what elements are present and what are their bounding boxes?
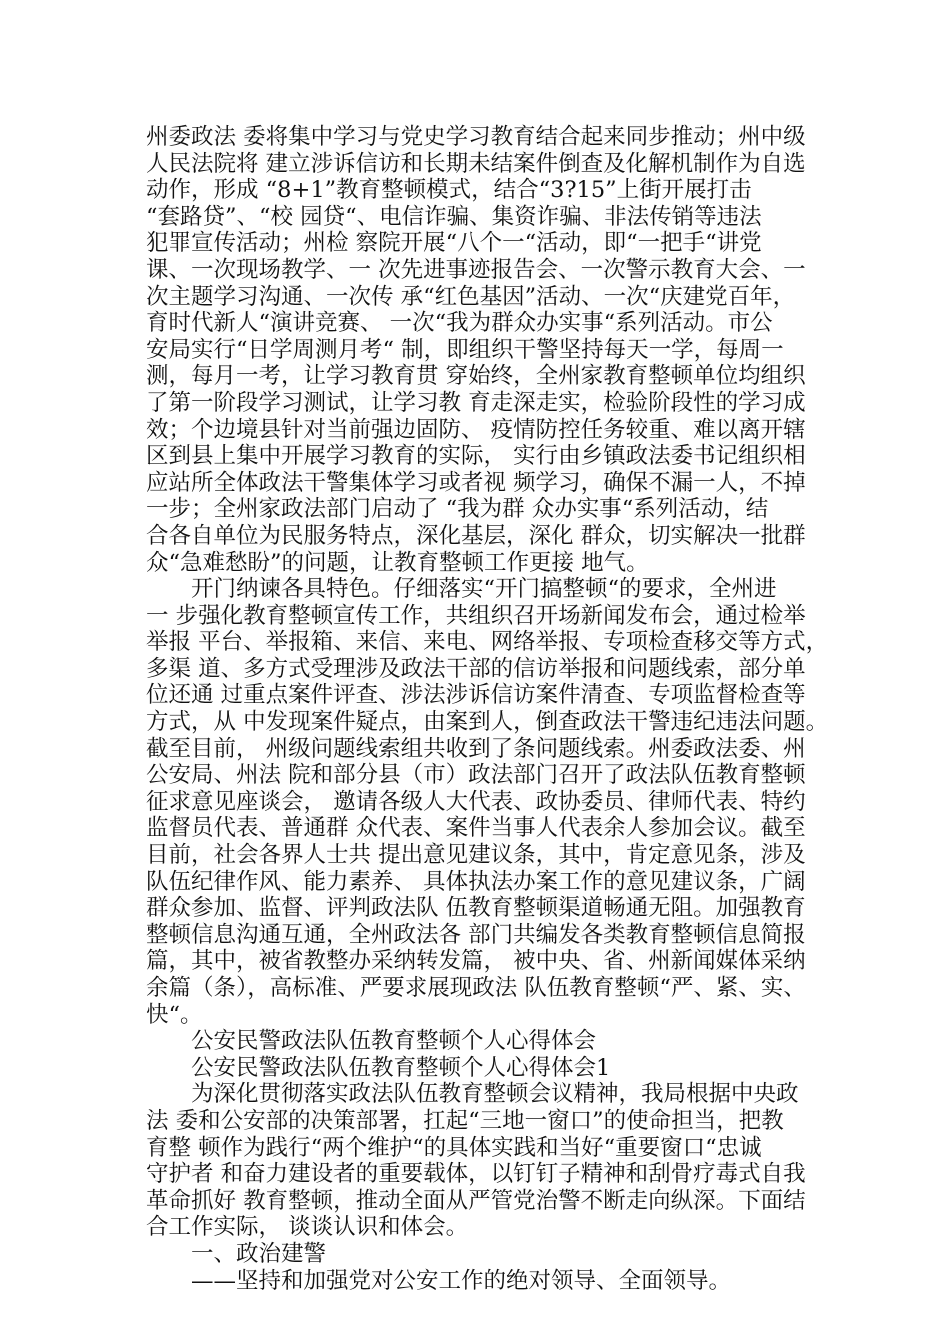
text-line: 整顿信息沟通互通，全州政法各 部门共编发各类教育整顿信息简报 (146, 921, 806, 948)
text-line: 一步；全州家政法部门启动了 “我为群 众办实事“系列活动，结 (146, 496, 769, 523)
text-line: 了第一阶段学习测试，让学习教 育走深走实，检验阶段性的学习成 (146, 389, 806, 416)
text-line: 一 步强化教育整顿宣传工作，共组织召开场新闻发布会，通过检举 (146, 602, 806, 629)
text-line: 公安局、州法 院和部分县（市）政法部门召开了政法队伍教育整顿 (146, 762, 806, 789)
text-line: 应站所全体政法干警集体学习或者视 频学习，确保不漏一人，不掉 (146, 469, 806, 496)
text-line: 队伍纪律作风、能力素养、 具体执法办案工作的意见建议条，广阔 (146, 868, 806, 895)
text-line: 人民法院将 建立涉诉信访和长期未结案件倒查及化解机制作为自选 (146, 150, 806, 177)
text-line: 快“。 (146, 1001, 203, 1028)
text-line: 公安民警政法队伍教育整顿个人心得体会 (146, 1028, 597, 1055)
text-line: 法 委和公安部的决策部署，扛起“三地一窗口”的使命担当，把教 (146, 1107, 784, 1134)
text-line: 监督员代表、普通群 众代表、案件当事人代表余人参加会议。截至 (146, 815, 806, 842)
text-line: 位还通 过重点案件评查、涉法涉诉信访案件清查、专项监督检查等 (146, 682, 806, 709)
text-line: 效；个边境县针对当前强边固防、 疫情防控任务较重、难以离开辖 (146, 416, 806, 443)
text-line: 守护者 和奋力建设者的重要载体，以钉钉子精神和刮骨疗毒式自我 (146, 1161, 806, 1188)
text-line: 育整 顿作为践行“两个维护“的具体实践和当好“重要窗口“忠诚 (146, 1134, 762, 1161)
text-line: 育时代新人“演讲竞赛、 一次“我为群众办实事“系列活动。市公 (146, 310, 773, 337)
text-line: 课、一次现场教学、一 次先进事迹报告会、一次警示教育大会、一 (146, 256, 806, 283)
text-line: ——坚持和加强党对公安工作的绝对领导、全面领导。 (146, 1267, 732, 1294)
document-body (146, 124, 836, 1294)
text-line: 合各自单位为民服务特点，深化基层，深化 群众，切实解决一批群 (146, 522, 806, 549)
text-line: 安局实行“日学周测月考“ 制，即组织干警坚持每天一学，每周一 (146, 336, 784, 363)
text-line: 犯罪宣传活动；州检 察院开展“八个一“活动，即“一把手“讲党 (146, 230, 762, 257)
text-line: 截至目前， 州级问题线索组共收到了条问题线索。州委政法委、州 (146, 735, 806, 762)
text-line: 为深化贯彻落实政法队伍教育整顿会议精神，我局根据中央政 (146, 1081, 799, 1108)
text-line: 动作，形成 “8+1”教育整顿模式，结合“3?15”上街开展打击 (146, 177, 752, 204)
text-line: 方式，从 中发现案件疑点，由案到人，倒查政法干警违纪违法问题。 (146, 709, 829, 736)
text-line: “套路贷”、“校 园贷“、电信诈骗、集资诈骗、非法传销等违法 (146, 203, 762, 230)
text-line: 众“急难愁盼”的问题，让教育整顿工作更接 地气。 (146, 549, 649, 576)
text-line: 多渠 道、多方式受理涉及政法干部的信访举报和问题线索，部分单 (146, 655, 806, 682)
text-line: 次主题学习沟通、一次传 承“红色基因”活动、一次“庆建党百年， (146, 283, 796, 310)
text-line: 公安民警政法队伍教育整顿个人心得体会1 (146, 1054, 611, 1081)
text-line: 举报 平台、举报箱、来信、来电、网络举报、专项检查移交等方式， (146, 629, 829, 656)
text-line: 测，每月一考，让学习教育贯 穿始终，全州家教育整顿单位均组织 (146, 363, 806, 390)
text-line: 征求意见座谈会， 邀请各级人大代表、政协委员、律师代表、特约 (146, 788, 806, 815)
text-line: 一、政治建警 (146, 1240, 327, 1267)
text-line: 合工作实际， 谈谈认识和体会。 (146, 1214, 469, 1241)
text-line: 目前，社会各界人士共 提出意见建议条，其中，肯定意见条，涉及 (146, 842, 806, 869)
text-line: 开门纳谏各具特色。仔细落实“开门搞整顿“的要求，全州进 (146, 576, 777, 603)
text-line: 州委政法 委将集中学习与党史学习教育结合起来同步推动；州中级 (146, 124, 806, 150)
text-line: 余篇（条），高标准、严要求展现政法 队伍教育整顿“严、紧、实、 (146, 975, 806, 1001)
text-line: 革命抓好 教育整顿，推动全面从严管党治警不断走向纵深。下面结 (146, 1187, 806, 1214)
text-line: 区到县上集中开展学习教育的实际， 实行由乡镇政法委书记组织相 (146, 443, 806, 470)
text-line: 群众参加、监督、评判政法队 伍教育整顿渠道畅通无阻。加强教育 (146, 895, 806, 922)
text-line: 篇，其中，被省教整办采纳转发篇， 被中央、省、州新闻媒体采纳 (146, 948, 806, 975)
